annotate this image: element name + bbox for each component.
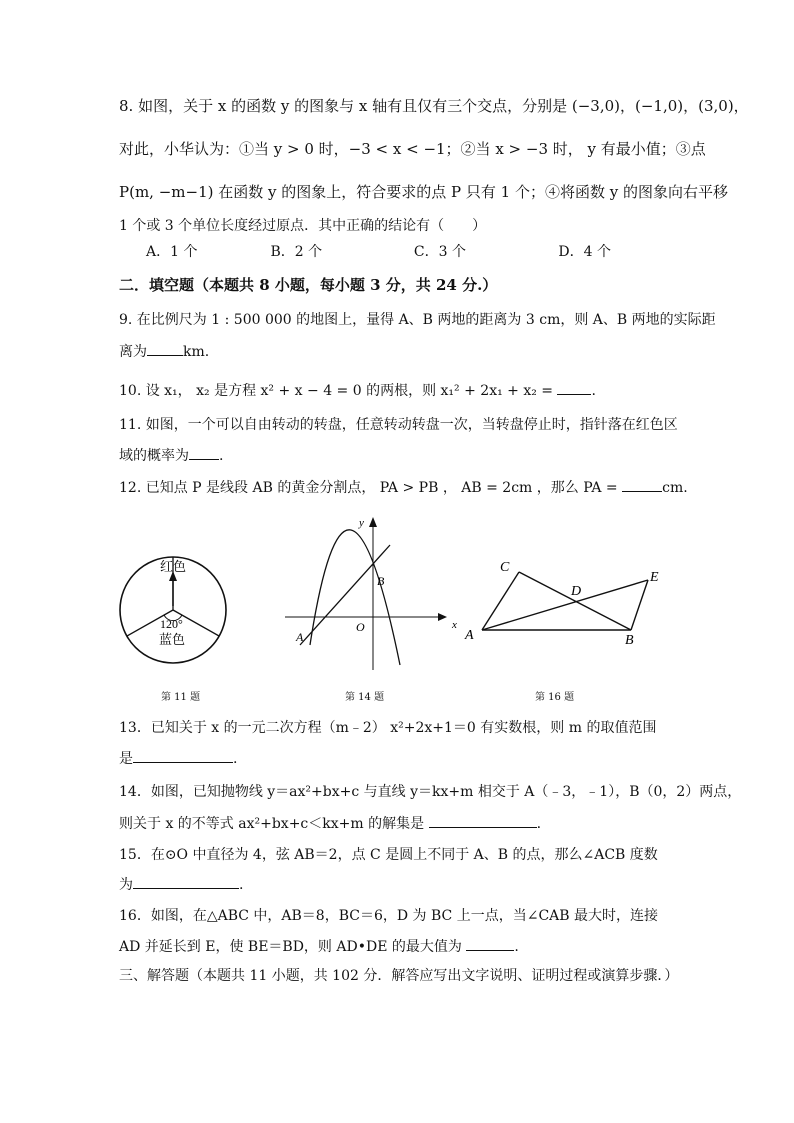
q12-line	[119, 477, 688, 498]
q15-line2	[119, 874, 243, 895]
point-b-label: B	[377, 574, 385, 588]
q9-text-b: km.	[183, 344, 210, 360]
q16-answer-blank[interactable]	[466, 936, 514, 951]
q13-line2	[119, 748, 237, 769]
q8-options	[146, 242, 611, 262]
fig14-caption: 第 14 题	[345, 692, 385, 703]
q8-option-a: A．1 个	[146, 244, 198, 260]
q16-line1: 16．如图，在△ABC 中，AB＝8，BC＝6，D 为 BC 上一点，当∠CAB 最大时，连接	[119, 908, 658, 924]
q8-line2: 对此，小华认为：①当 y > 0 时，−3 < x < −1；②当 x > −3 时， y 有最小值；③点	[119, 140, 706, 158]
spinner-top-label: 红色	[160, 559, 187, 574]
figures-row	[0, 505, 794, 705]
q10-line	[119, 380, 596, 401]
segment-eb	[631, 580, 648, 630]
fig16-caption: 第 16 题	[535, 692, 575, 703]
q11-text-a: 域的概率为	[119, 448, 189, 464]
q11-line1: 11. 如图，一个可以自由转动的转盘，任意转动转盘一次，当转盘停止时，指针落在红色区	[119, 417, 678, 433]
q8-option-b: B．2 个	[270, 244, 323, 260]
q16-text-a: AD 并延长到 E，使 BE＝BD，则 AD•DE 的最大值为	[119, 939, 462, 955]
fig11-caption: 第 11 题	[161, 692, 201, 703]
q8-line4: 1 个或 3 个单位长度经过原点．其中正确的结论有（ ）	[119, 218, 487, 234]
q8-line3: P(m, −m−1) 在函数 y 的图象上，符合要求的点 P 只有 1 个；④将函数 y 的图象向右平移	[119, 183, 728, 201]
q10-answer-blank[interactable]	[557, 380, 591, 395]
segment-ac	[482, 572, 519, 630]
q13-text-a: 是	[119, 751, 133, 767]
q9-answer-blank[interactable]	[147, 341, 183, 356]
point-a-label-16: A	[465, 628, 474, 643]
fig16-triangle	[464, 560, 659, 648]
q15-text-a: 为	[119, 877, 133, 893]
point-d-label: D	[571, 584, 582, 599]
q12-answer-blank[interactable]	[622, 477, 662, 492]
q10-text-end: .	[591, 383, 596, 399]
spinner-bottom-label: 蓝色	[159, 632, 186, 647]
fig11-spinner	[120, 557, 226, 663]
fig14-graph	[285, 517, 457, 670]
q12-text: 12. 已知点 P 是线段 AB 的黄金分割点， PA > PB ， AB = 2cm ，那么 PA =	[119, 480, 618, 496]
q15-line1: 15．在⊙O 中直径为 4，弦 AB＝2，点 C 是圆上不同于 A、B 的点，那么∠ACB 度数	[119, 847, 658, 863]
q14-answer-blank[interactable]	[429, 813, 537, 828]
q8-option-c: C．3 个	[413, 244, 466, 260]
q11-text-b: .	[219, 448, 224, 464]
q14-line1: 14．如图，已知抛物线 y＝ax²+bx+c 与直线 y＝kx+m 相交于 A（﹣3，﹣1），B（0，2）两点，	[119, 784, 742, 800]
parabola-curve	[310, 530, 400, 665]
q14-line2	[119, 813, 541, 834]
q16-line2	[119, 936, 519, 957]
point-b-label-16: B	[625, 633, 634, 648]
q11-line2	[119, 445, 223, 466]
straight-line	[300, 545, 390, 645]
q9-line2	[119, 341, 209, 362]
q14-text-a: 则关于 x 的不等式 ax²+bx+c＜kx+m 的解集是	[119, 816, 425, 832]
segment-cb	[519, 572, 631, 630]
point-e-label: E	[650, 570, 659, 585]
q11-answer-blank[interactable]	[189, 445, 219, 460]
q10-text: 10. 设 x₁， x₂ 是方程 x² + x − 4 = 0 的两根，则 x₁² + 2x₁ + x₂ =	[119, 383, 554, 399]
section-3-heading: 三、解答题（本题共 11 小题，共 102 分．解答应写出文字说明、证明过程或演算步骤．）	[119, 968, 679, 984]
origin-label: O	[356, 620, 365, 634]
q9-line1: 9. 在比例尺为 1 : 500 000 的地图上，量得 A、B 两地的距离为 3 cm，则 A、B 两地的实际距	[119, 312, 716, 328]
spinner-angle-label: 120°	[160, 617, 183, 631]
point-a-label: A	[296, 630, 304, 644]
y-axis-arrow-icon	[369, 517, 377, 527]
q16-text-b: .	[514, 939, 519, 955]
q8-option-d: D．4 个	[558, 244, 611, 260]
q8-line1: 8. 如图，关于 x 的函数 y 的图象与 x 轴有且仅有三个交点，分别是 (−3,0)，(−1,0)，(3,0)，	[119, 97, 749, 115]
q15-text-b: .	[239, 877, 244, 893]
q13-answer-blank[interactable]	[133, 748, 233, 763]
segment-ae	[482, 580, 648, 630]
x-axis-arrow-icon	[438, 613, 447, 621]
q12-text-end: cm.	[662, 480, 688, 496]
section-2-heading: 二．填空题（本题共 8 小题，每小题 3 分，共 24 分.）	[119, 276, 498, 294]
y-axis-label: y	[359, 517, 364, 529]
q9-text-a: 离为	[119, 344, 147, 360]
q14-text-b: .	[536, 816, 542, 832]
q13-line1: 13．已知关于 x 的一元二次方程（m﹣2） x²+2x+1＝0 有实数根，则 m 的取值范围	[119, 720, 657, 736]
point-c-label: C	[500, 560, 510, 575]
x-axis-label: x	[452, 619, 457, 631]
q13-text-b: .	[233, 751, 238, 767]
q15-answer-blank[interactable]	[133, 874, 239, 889]
